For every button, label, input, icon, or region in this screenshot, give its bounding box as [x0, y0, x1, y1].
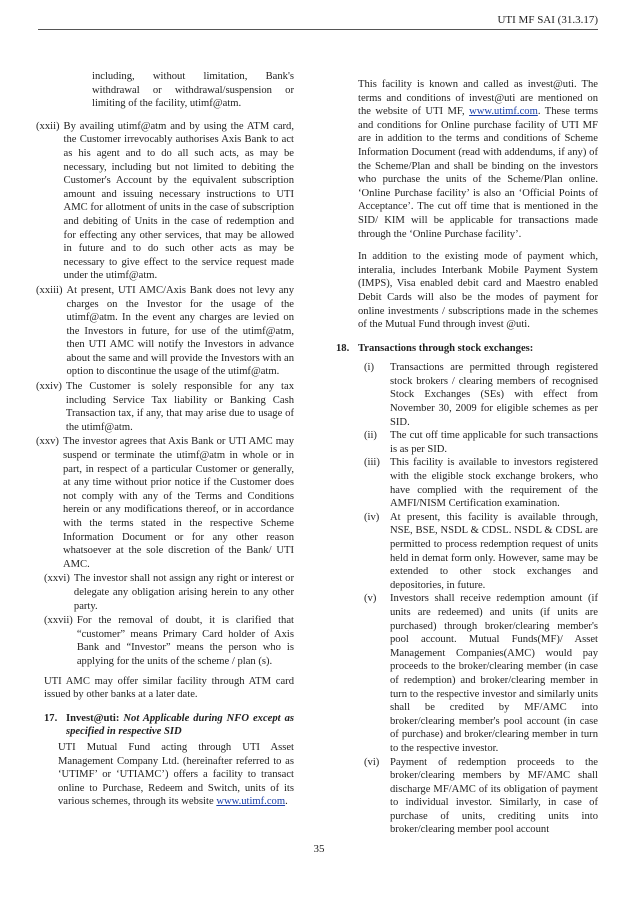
item-text: This facility is available to investors registered with the eligible stock exchange brokers, who have complied with the requirement of the AMFI/NISM Certification examination.	[390, 457, 598, 510]
left-column	[36, 70, 294, 809]
clause-text: The investor shall not assign any right or interest or delegate any obligation arising herein to any other party.	[73, 573, 294, 612]
clause-text: At present, UTI AMC/Axis Bank does not levy any charges on the Investor for the usage of the utimf@atm. In the event any charges are levied on the Investors in future, for use of the utimf@atm, then UTI AMC will notify the Investors in advance about the same and will provide the Investors with an option to discontinue the usage of the utimf@atm.	[66, 284, 294, 378]
section-17-text: UTI Mutual Fund acting through UTI Asset Management Company Ltd. (hereinafter referred to as ‘UTIMF’ or ‘UTIAMC’) offers a facility to transact online to Purchase, Redeem and Switch, units of its various schemes, through its website	[58, 741, 294, 808]
item-text: Transactions are permitted through registered stock brokers / clearing members of recognised Stock Exchanges (SEs) with effect from November 30, 2009 for eligible schemes as per SID.	[390, 362, 598, 428]
closing-note: UTI AMC may offer similar facility through ATM card issued by other banks at a later date.	[44, 675, 294, 701]
clause-text: The investor agrees that Axis Bank or UTI AMC may suspend or terminate the utimf@atm in whole or in part, in respect of a particular Customer or generally, at any time without prior notice if the Customer does not comply with any of the Terms and Conditions herein or any modifications thereof, or in accordance with the terms stated in the respective Scheme Information Document or for any other reason whatsoever at the sole discretion of the Bank/ UTI AMC.	[62, 436, 294, 570]
invest-uti-paragraph	[336, 78, 598, 241]
list-item	[364, 511, 598, 593]
section-title	[66, 712, 294, 739]
clause-xxv	[36, 435, 294, 571]
item-number: (ii)	[364, 430, 377, 442]
clause-number: (xxiii)	[36, 284, 63, 296]
item-text: Investors shall receive redemption amount (if units are redeemed) and units (if units are purchased) through broker/clearing member's pool account. Mutual Funds(MF)/ Asset Management Companies(AMC) would pay proceeds to the broker/clearing member (in case of redemption) and broker/clearing member in turn to the respective investor and similarly units shall be credited by MF/AMC into broker/clearing member's pool account (in case of purchase) and broker/clearing member in turn to the respective investor.	[390, 593, 598, 754]
item-number: (vi)	[364, 756, 380, 768]
continuation-text: including, without limitation, Bank's withdrawal or withdrawal/suspension or limiting of the facility, utimf@atm.	[92, 71, 294, 110]
section-17-body	[36, 741, 294, 809]
page-number: 35	[313, 843, 325, 855]
section-17-end: .	[285, 796, 288, 808]
clause-xxvi	[36, 572, 294, 613]
list-item	[364, 361, 598, 429]
payment-modes-paragraph: In addition to the existing mode of payment which, interalia, includes Interbank Mobile Payment System (IMPS), Visa enabled debit card and Maestro enabled Debit Cards will also be the modes of payment for online investments / subscriptions made in the schemes of the Mutual Fund through invest @uti.	[358, 251, 598, 331]
clause-xxii	[36, 120, 294, 283]
list-item	[364, 592, 598, 755]
clause-xxvii	[36, 614, 294, 668]
section-title: Transactions through stock exchanges:	[358, 342, 534, 354]
clause-text: The Customer is solely responsible for any tax including Service Tax liability or Banking Cash Transaction tax, if any, that may arise due to usage of the utimf@atm.	[65, 381, 294, 433]
item-text: The cut off time applicable for such transactions is as per SID.	[390, 430, 598, 455]
section-title-italic: Not Applicable during NFO except as specified in respective SID	[66, 712, 294, 738]
para1-end: . These terms and conditions for Online purchase facility of UTI MF are in addition to the terms and conditions of Scheme Information Document (read with addendums, if any) of the Scheme/Plan and shall be binding on the investors who purchase the units of the Scheme/Plan online. ‘Online Purchase facility’ is also an ‘Official Points of Acceptance’. The cut off time that is mentioned in the SID/ KIM will be applicable for transactions made through the ‘Online Purchase facility’.	[358, 106, 598, 240]
item-number: (v)	[364, 593, 377, 605]
clause-number: (xxii)	[36, 120, 60, 132]
clause-number: (xxvii)	[44, 615, 73, 627]
section-number: 18.	[336, 342, 350, 354]
clause-text: For the removal of doubt, it is clarified that “customer” means Primary Card holder of Axis Bank and “Investor” means the person who is applying for the units of the scheme / plan (s).	[76, 615, 294, 667]
list-item	[364, 429, 598, 456]
clause-xxiv	[36, 380, 294, 434]
item-number: (i)	[364, 362, 374, 374]
clause-text: By availing utimf@atm and by using the ATM card, the Customer irrevocably authorises Axis Bank to act as his agent and to do all such acts, as may be necessary, including but not limited to debiting the Customer's Account by the equivalent subscription amount and issuing necessary instructions to UTI AMC for allotment of units in the case of subscription and debiting of Units in the case of redemption and for effecting any other services, that may be allowed in future and to do such other acts as may be necessary to give effect to the service request made under the utimf@atm.	[63, 120, 294, 282]
clause-number: (xxiv)	[36, 381, 62, 393]
website-link[interactable]: www.utimf.com	[469, 106, 538, 118]
clause-number: (xxv)	[36, 436, 59, 448]
website-link[interactable]: www.utimf.com	[216, 796, 286, 808]
right-column	[336, 78, 598, 837]
item-text: Payment of redemption proceeds to the broker/clearing members by MF/AMC shall discharge MF/AMC of its obligation of payment to individual investor. Similarly, in case of purchase of units, crediting units into broker/clearing member pool account	[390, 756, 598, 836]
section-title-plain: Invest@uti:	[66, 712, 120, 724]
list-item	[364, 756, 598, 838]
document-reference: UTI MF SAI (31.3.17)	[497, 14, 598, 26]
section-18-list	[336, 361, 598, 837]
header-divider	[38, 29, 598, 30]
item-number: (iii)	[364, 457, 380, 469]
para1-start: This facility is known and called as invest@uti. The terms and conditions of invest@uti are mentioned on the website of UTI MF,	[358, 79, 598, 118]
section-number: 17.	[44, 712, 58, 724]
item-number: (iv)	[364, 511, 380, 523]
clause-number: (xxvi)	[44, 573, 70, 585]
section-17-heading	[36, 712, 294, 739]
section-18-heading	[336, 342, 598, 356]
list-item	[364, 456, 598, 510]
clause-xxiii	[36, 284, 294, 379]
item-text: At present, this facility is available through, NSE, BSE, NSDL & CDSL. NSDL & CDSL are permitted to process redemption request of units held in demat form only. However, same may be extended to other stock exchanges and depositories, in future.	[390, 511, 598, 591]
